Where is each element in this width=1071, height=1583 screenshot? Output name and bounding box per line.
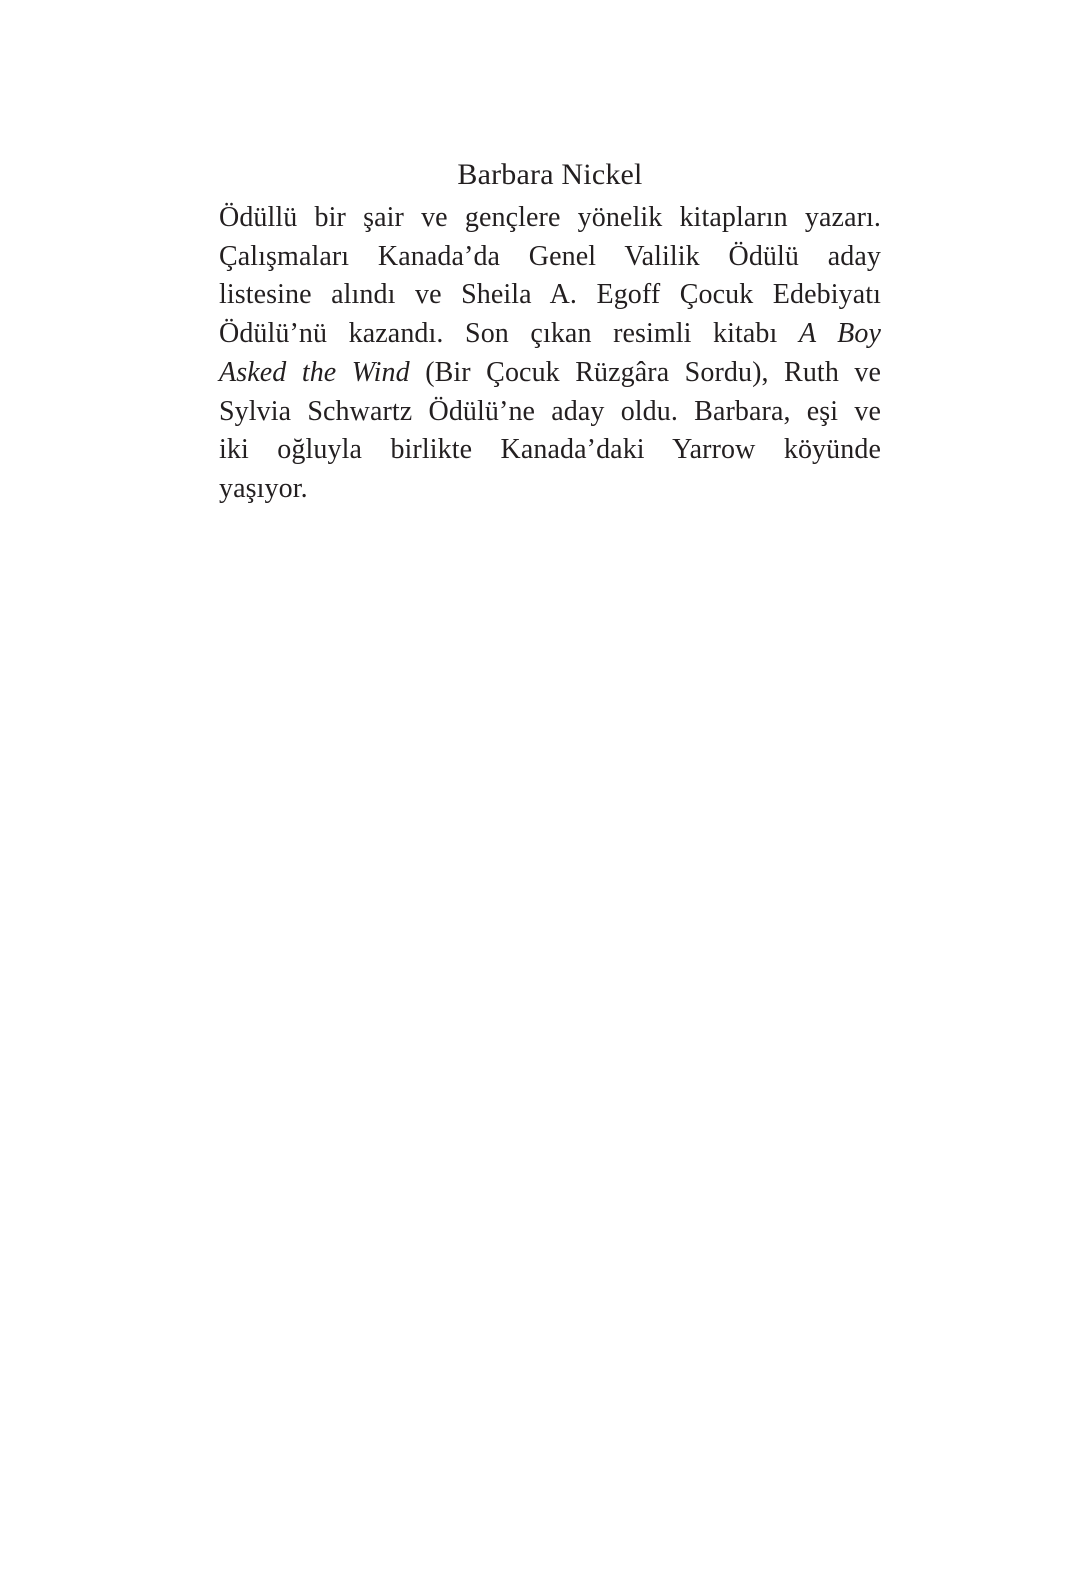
bio-line-7: iki oğluyla birlikte Kanada’daki Yarrow köyünde <box>219 434 881 466</box>
bio-line-6: Sylvia Schwartz Ödülü’ne aday oldu. Barbara, eşi ve <box>219 395 881 427</box>
bio-line-5 <box>219 354 881 393</box>
bio-line-4 <box>219 315 881 354</box>
author-bio-text <box>219 199 881 509</box>
bio-line-4-text: Ödülü’nü kazandı. Son çıkan resimli kitabı <box>219 318 799 350</box>
bio-line-2: Çalışmaları Kanada’da Genel Valilik Ödülü aday <box>219 240 881 272</box>
bio-line-5-text: (Bir Çocuk Rüzgâra Sordu), Ruth ve <box>409 356 881 388</box>
bio-line-8: yaşıyor. <box>219 472 308 504</box>
bio-line-1: Ödüllü bir şair ve gençlere yönelik kitapların yazarı. <box>219 202 881 233</box>
author-bio-section <box>219 155 881 509</box>
book-title-part-2: Asked the Wind <box>219 356 410 388</box>
bio-line-3: listesine alındı ve Sheila A. Egoff Çocuk Edebiyatı <box>219 279 881 311</box>
book-title-part-1: A Boy <box>798 318 881 350</box>
author-name: Barbara Nickel <box>457 158 643 191</box>
